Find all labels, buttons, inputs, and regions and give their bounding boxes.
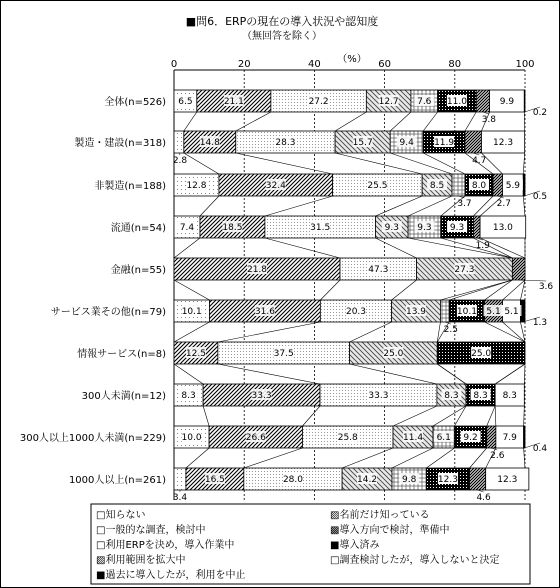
connector-line: [174, 322, 209, 342]
connector-line: [218, 322, 320, 342]
value-label: 7.6: [417, 97, 432, 107]
value-label: 12.3: [493, 138, 514, 148]
value-label: 33.3: [251, 391, 272, 401]
bar-segment: [493, 174, 502, 196]
x-tick-label: 100: [515, 59, 535, 70]
value-label: 0.4: [532, 444, 548, 454]
connector-line: [236, 112, 271, 131]
value-label: 8.3: [181, 391, 196, 401]
legend-entry: □一般的な調査，検討中: [96, 525, 206, 536]
legend-entry: ■過去に導入したが，利用を中止: [96, 570, 246, 581]
value-label: 5.1: [486, 307, 501, 317]
category-label: 金融(n=55): [110, 265, 166, 276]
value-label: 0.5: [532, 192, 548, 202]
connector-line: [440, 280, 512, 300]
connector-line: [423, 112, 437, 131]
value-label: 15.7: [352, 138, 373, 148]
bar-segment: [523, 174, 525, 196]
value-label: 13.9: [405, 307, 427, 317]
category-label: 300人以上1000人未満(n=229): [19, 433, 166, 444]
value-label: 25.8: [337, 433, 358, 443]
connector-line: [524, 406, 525, 426]
value-label: 8.0: [471, 181, 487, 191]
value-label: 11.0: [446, 97, 467, 107]
connector-line: [454, 406, 466, 426]
connector-line: [265, 238, 340, 258]
value-label: 33.3: [368, 391, 389, 401]
x-tick-label: 80: [448, 59, 462, 70]
connector-line: [408, 238, 512, 258]
connector-line: [350, 322, 392, 342]
value-label: 1.9: [475, 241, 490, 251]
legend-entry: ▨利用範囲を拡大中: [96, 555, 186, 566]
connector-line: [184, 112, 197, 131]
connector-line: [393, 406, 437, 426]
connector-line: [495, 406, 496, 426]
x-tick-label: 60: [378, 59, 391, 70]
value-label: 8.3: [473, 391, 488, 401]
bar-segment: [470, 468, 486, 490]
value-label: 12.5: [185, 349, 206, 359]
value-label: 12.7: [378, 97, 399, 107]
value-label: 27.3: [454, 265, 475, 275]
connector-line: [487, 406, 495, 426]
value-label: 14.2: [357, 475, 378, 485]
connector-line: [520, 322, 525, 342]
value-label: 11.4: [403, 433, 424, 443]
connector-line: [184, 153, 219, 174]
value-label: 9.4: [399, 138, 414, 148]
bar-segment: [524, 426, 525, 448]
category-label: 情報サービス(n=8): [77, 349, 166, 360]
value-label: 25.0: [471, 349, 492, 359]
bar-segment: [174, 131, 184, 153]
connector-line: [524, 364, 525, 384]
connector-line: [174, 364, 203, 384]
value-label: 7.9: [502, 433, 517, 443]
connector-line: [465, 112, 476, 131]
connector-line: [302, 406, 320, 426]
value-label: 28.3: [275, 138, 296, 148]
value-label: 7.4: [179, 223, 195, 233]
category-label: 流通(n=54): [110, 223, 166, 234]
value-label: 14.8: [199, 138, 220, 148]
connector-line: [174, 280, 209, 300]
connector-line: [218, 364, 320, 384]
value-label: 9.2: [463, 433, 478, 443]
value-label: 0.2: [532, 108, 548, 118]
value-label: 21.8: [246, 265, 268, 275]
value-label: 4.6: [476, 493, 491, 503]
connector-line: [244, 448, 303, 468]
connector-line: [495, 364, 525, 384]
connector-line: [335, 153, 422, 174]
category-label: 製造・建設(n=318): [74, 138, 166, 149]
bar-segment: [487, 426, 496, 448]
value-label: 5.9: [505, 181, 521, 191]
value-label: 10.1: [456, 307, 477, 317]
legend-entry: □調査検討したが，導入しないと決定: [330, 555, 500, 566]
connector-line: [523, 153, 524, 174]
bar-segment: [512, 258, 525, 280]
connector-line: [449, 280, 512, 300]
connector-line: [390, 112, 411, 131]
value-label: 25.0: [383, 349, 404, 359]
connector-line: [375, 238, 416, 258]
value-label: 20.3: [345, 307, 367, 317]
value-label: 9.3: [417, 223, 432, 233]
connector-line: [433, 406, 466, 426]
connector-line: [236, 153, 333, 174]
value-label: 11.9: [434, 138, 455, 148]
value-label: 3.7: [457, 199, 472, 209]
connector-line: [503, 322, 525, 342]
value-label: 26.6: [245, 433, 266, 443]
bar-segment: [524, 90, 525, 112]
value-label: 37.5: [273, 349, 294, 359]
legend-entry: ■導入済み: [330, 540, 380, 551]
connector-line: [335, 112, 366, 131]
connector-line: [423, 153, 465, 174]
value-label: 16.5: [204, 475, 225, 485]
legend-entry: ▨名前だけ知っている: [330, 510, 430, 521]
bar-segment: [473, 216, 480, 238]
value-label: 6.1: [436, 433, 451, 443]
value-label: 3.6: [538, 282, 554, 292]
value-label: 2.5: [443, 325, 458, 335]
value-label: 21.1: [223, 97, 244, 107]
chart-title: ■問6．ERPの現在の導入状況や認知度: [185, 15, 379, 28]
value-label: 12.8: [186, 181, 207, 191]
value-label: 4.7: [472, 156, 487, 166]
connector-line: [392, 280, 417, 300]
value-label: 28.0: [282, 475, 304, 485]
connector-line: [485, 322, 525, 342]
value-label: 2.7: [496, 199, 511, 209]
chart-subtitle: （無回答を除く）: [242, 31, 322, 42]
connector-line: [174, 238, 200, 258]
value-label: 12.3: [497, 475, 518, 485]
value-label: 9.3: [384, 223, 399, 233]
bar-segment: [440, 300, 449, 322]
value-label: 10.1: [181, 307, 202, 317]
category-label: 非製造(n=188): [94, 181, 166, 192]
value-label: 9.8: [402, 475, 417, 485]
value-label: 18.5: [222, 223, 243, 233]
value-label: 13.0: [492, 223, 513, 233]
x-tick-label: 40: [308, 59, 321, 70]
x-tick-label: 20: [237, 59, 251, 70]
bar-segment: [465, 131, 481, 153]
connector-line: [186, 448, 209, 468]
connector-line: [390, 153, 452, 174]
value-leader-line: [519, 280, 546, 281]
legend-entry: ▩導入方向で検討，準備中: [330, 525, 450, 536]
value-label: 8.3: [502, 391, 517, 401]
value-label: 2.6: [490, 451, 505, 461]
bar-segment: [174, 468, 186, 490]
connector-line: [437, 364, 466, 384]
category-label: 1000人以上(n=261): [68, 475, 166, 486]
connector-line: [426, 448, 454, 468]
connector-line: [392, 448, 433, 468]
x-tick-label: 0: [170, 59, 178, 70]
connector-line: [520, 280, 525, 300]
connector-line: [470, 448, 487, 468]
value-label: 31.5: [310, 223, 331, 233]
connector-line: [485, 280, 513, 300]
value-label: 1.3: [532, 318, 548, 328]
value-label: 47.3: [368, 265, 389, 275]
category-label: サービス業その他(n=79): [50, 307, 166, 318]
value-label: 9.9: [499, 97, 515, 107]
connector-line: [265, 196, 333, 216]
value-label: 12.3: [437, 475, 458, 485]
connector-line: [503, 280, 525, 300]
value-label: 2.8: [172, 156, 188, 166]
bar-segment: [476, 90, 489, 112]
connector-line: [342, 448, 393, 468]
value-label: 25.5: [367, 181, 388, 191]
connector-line: [350, 364, 437, 384]
legend-entry: □知らない: [96, 510, 146, 521]
value-label: 3.4: [172, 493, 188, 503]
value-label: 27.2: [308, 97, 329, 107]
connector-line: [200, 196, 219, 216]
value-label: 31.6: [254, 307, 275, 317]
category-label: 全体(n=526): [104, 97, 166, 108]
category-label: 300人未満(n=12): [81, 391, 166, 402]
value-label: 8.3: [444, 391, 459, 401]
value-label: 5.1: [504, 307, 519, 317]
value-label: 32.4: [265, 181, 286, 191]
bar-segment: [452, 174, 465, 196]
legend-entry: □利用ERPを決め，導入作業中: [96, 540, 235, 551]
value-label: 8.5: [429, 181, 445, 191]
value-label: 6.5: [178, 97, 193, 107]
connector-line: [203, 406, 209, 426]
value-label: 9.3: [449, 223, 465, 233]
value-label: 3.8: [481, 115, 497, 125]
unit-label: （%）: [337, 54, 367, 65]
connector-line: [320, 280, 340, 300]
value-label: 10.0: [181, 433, 202, 443]
